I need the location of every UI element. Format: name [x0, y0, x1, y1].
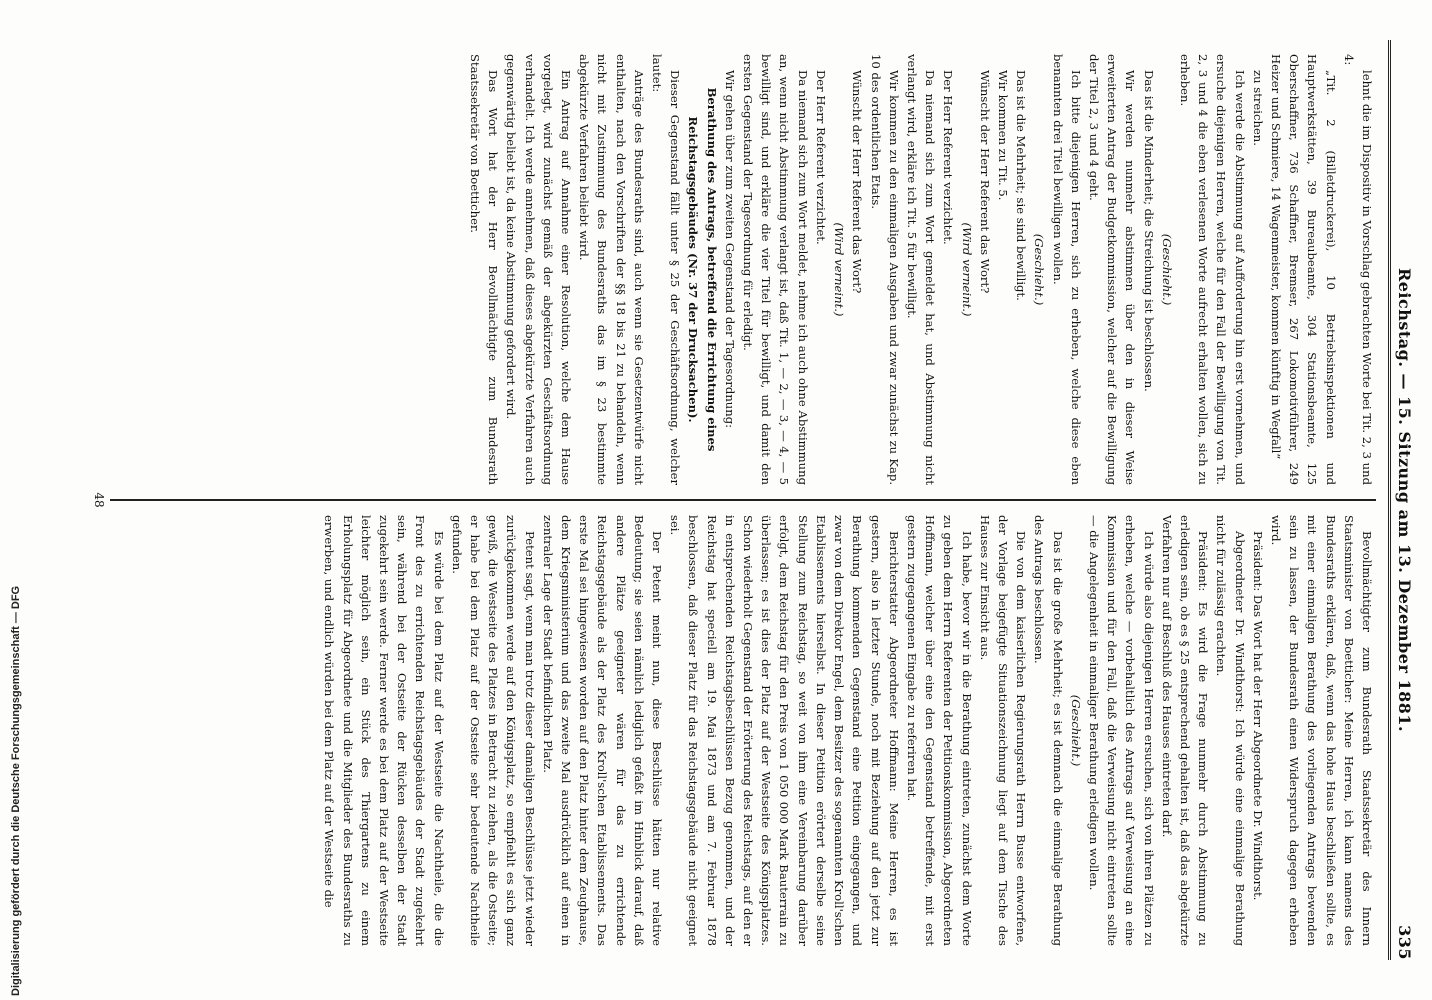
right-column [110, 499, 1376, 960]
paragraph: Das ist die große Mehrheit; es ist demnach die einmalige Berathung des Antrags beschlossen. [1032, 515, 1065, 946]
paragraph: Ich bitte diejenigen Herren, sich zu erheben, welche diese eben benannten drei Titel bewilligen wollen. [1050, 54, 1083, 485]
paragraph: Wir kommen zu den einmaligen Ausgaben und zwar zunächst zu Kap. 10 des ordentlichen Etats. [868, 54, 901, 485]
paragraph: Berichterstatter Abgeordneter Hoffmann: Meine Herren, es ist gestern, also in letzter Stunde, noch mit Beziehung auf den jetzt zur Berathung kommenden Gegenstand eine Petition eingegangen, und zwar von dem Direktor Engel, dem Besitzer des sogenannten Kroll'schen Etablissements hierselbst. In dieser Petition erörtert derselbe seine Stellung zum Reichstag, so weit von ihm eine Vereinbarung darüber erfolgt, dem Reichstag für den Preis von 1 050 000 Mark Bauterrain zu überlassen; es ist dies der Platz auf der Westseite des Königsplatzes. Schon wiederholt Gegenstand der Erörterung des Reichstags, auf den er in entsprechenden Reichstagsbeschlüssen Bezug genommen, und der Reichstag hat speciell am 19. Mai 1873 und am 7. Februar 1878 beschlossen, daß dieser Platz für das Reichstagsgebäude nicht geeignet sei. [668, 515, 901, 946]
running-title: Reichstag. — 15. Sitzung am 13. Dezember 1881. [1395, 267, 1414, 733]
page-number: 335 [1395, 925, 1414, 960]
paragraph: Anträge des Bundesraths sind, auch wenn sie Gesetzentwürfe nicht enthalten, nach den Vorschriften der §§ 18 bis 21 zu behandeln, wenn nicht mit Zustimmung des Bundesraths das im § 23 bestimmte abgekürzte Verfahren beliebt wird. [577, 54, 646, 485]
paragraph: Das Wort hat der Herr Bevollmächtigte zum Bundesrath Staatssekretär von Boetticher. [468, 54, 501, 485]
paragraph: (Wird verneint.) [832, 222, 847, 317]
paragraph: Da niemand sich zum Wort gemeldet hat, und Abstimmung nicht verlangt wird, erkläre ich Tit. 5 für bewilligt. [904, 54, 938, 485]
paragraph: Der Herr Referent verzichtet. [813, 70, 828, 245]
left-column [110, 40, 1376, 499]
paragraph: Wünscht der Herr Referent das Wort? [850, 70, 865, 294]
paragraph: (Geschieht.) [1032, 233, 1047, 306]
paragraph: Berathung des Antrags, betreffend die Errichtung eines Reichstagsgebäudes (Nr. 37 der Drucksachen). [686, 87, 719, 452]
paragraph: Dieser Gegenstand fällt unter § 25 der Geschäftsordnung, welcher lautet: [650, 54, 683, 485]
paragraph: Da niemand sich zum Wort meldet, nehme ich auch ohne Abstimmung an, wenn nicht Abstimmung verlangt ist, daß Tit. 1, — 2, — 3, — 4, — 5 bewilligt sind, und erkläre die vier Titel für bewilligt, und damit den ersten Gegenstand der Tagesordnung für erledigt. [741, 54, 810, 485]
paragraph: Das ist die Minderheit; die Streichung ist beschlossen. [1141, 70, 1156, 392]
paragraph: Bevollmächtigter zum Bundesrath Staatssekretär des Innern Staatsminister von Boetticher: Meine Herren, ich kann namens des Bundesraths erklären, daß, wenn das hohe Haus beschließen sollte, es mit einer einmaligen Berathung des vorliegenden Antrags bewenden sein zu lassen, der Bundesrath einen Widerspruch dagegen erheben wird. [1268, 515, 1374, 946]
paragraph: „Tit. 2 (Billetdruckerei), 10 Betriebsinspektionen und Hauptwerkstätten, 39 Bureaubeamte, 304 Stationsbeamte, 125 Oberschaffner, 736 Schaffner, Bremser, 267 Lokomotivführer, 249 Heizer und Schmiere, 14 Wagenmeister, kommen künftig in Wegfall“ [1268, 54, 1338, 485]
page-header [1388, 40, 1418, 960]
paragraph: Ich werde die Abstimmung auf Aufforderung hin erst vornehmen, und ersuche diejenigen Herren, welche für den Fall der Bewilligung von Tit. 2, 3 und 4 die eben verlesenen Worte aufrecht erhalten wollen, sich zu erheben. [1177, 54, 1247, 485]
dfg-stamp [2, 560, 28, 998]
dfg-stamp-text: Digitalisierung gefördert durch die Deutsche Forschungsgemeinschaft — DFG [10, 585, 22, 996]
page-signature: 48 [92, 492, 106, 508]
paragraph: Präsident: Das Wort hat der Herr Abgeordnete Dr. Windthorst. [1250, 531, 1265, 901]
paragraph: Wir gehen über zum zweiten Gegenstand der Tagesordnung: [722, 70, 737, 429]
paragraph: Abgeordneter Dr. Windthorst: Ich würde eine einmalige Berathung nicht für zulässig erachten. [1214, 515, 1247, 946]
paragraph: Der Herr Referent verzichtet. [941, 70, 956, 245]
paragraph: Wir werden nunmehr abstimmen über den in dieser Weise erweiterten Antrag der Budgetkommission, welcher auf die Bewilligung der Titel 2, 3 und 4 geht. [1086, 54, 1138, 485]
paragraph: Ich würde also diejenigen Herren ersuchen, sich von ihren Plätzen zu erheben, welche — vorbehaltlich des Antrags auf Verweisung an eine Kommission und für den Fall, daß die Verweisung nicht eintreten sollte — die Angelegenheit in einmaliger Berathung erledigen wollen. [1086, 515, 1156, 946]
paragraph: Ein Antrag auf Annahme einer Resolution, welche dem Hause vorgelegt, wird zunächst gemäß der abgekürzten Geschäftsordnung verhandelt. Ich werde annehmen, daß dieses abgekürzte Verfahren auch gegenwärtig beliebt ist, da keine Abstimmung gefordert wird. [504, 54, 574, 485]
paragraph: Petent sagt, wenn man trotz dieser damaligen Beschlüsse jetzt wieder zurückgekommen werde auf den Königsplatz, so empfiehlt es sich ganz gewiß, die Westseite des Platzes in Betracht zu ziehen, als die Ostseite; er habe bei dem Platz auf der Ostseite sehr bedeutende Nachtheile gefunden. [449, 515, 537, 946]
paragraph: Die von dem kaiserlichen Regierungsrath Herrn Busse entworfene, der Vorlage beigefügte Situationszeichnung liegt auf dem Tische des Hauses zur Einsicht aus. [977, 515, 1029, 946]
text-columns [110, 40, 1376, 960]
paragraph: Ich habe, bevor wir in die Berathung eintreten, zunächst dem Worte zu geben dem Herrn Referenten der Petitionskommission, Abgeordneten Hoffmann, welcher über eine den Gegenstand betreffende, mit erst gestern zugegangenen Eingabe zu referiren hat. [904, 515, 974, 946]
paragraph: Der Petent meint nun, diese Beschlüsse hätten nur relative Bedeutung; sie seien nämlich lediglich gefaßt im Hinblick darauf, daß andere Plätze geeigneter wären für das zu errichtende Reichstagsgebäude als der Platz des Kroll'schen Etablissements. Das erste Mal sei hingewiesen worden auf den Platz hinter dem Zeughause, dem Kriegsministerium und das zweite Mal ausdrücklich auf einen in zentraler Lage der Stadt befindlichen Platz. [540, 515, 665, 946]
paragraph: Es würde bei dem Platz auf der Westseite die Nachtheile, die die Front des zu errichtenden Reichstagsgebäudes der Stadt zugekehrt sein, während bei der Ostseite der Rücken desselben der Stadt zugekehrt sein werde. Ferner werde es bei dem Platz auf der Westseite leichter möglich sein, ein Stück des Thiergartens zu einem Erholungsplatz für Abgeordnete und die Mitglieder des Bundesraths zu erwerben, und endlich würden bei dem Platz auf der Westseite die [322, 515, 446, 946]
paragraph: Wir kommen zu Tit. 5. [995, 70, 1010, 201]
paragraph: (Geschieht.) [1068, 694, 1083, 767]
paragraph: Präsident: Es wird die Frage nunmehr durch Abstimmung zu erledigen sein, ob es § 25 entsprechend gehalten ist, daß das abgekürzte Verfahren nur auf Beschluß des Hauses eintreten darf. [1159, 515, 1211, 946]
paragraph: lehnt die im Dispositiv in Vorschlag gebrachten Worte bei Tit. 2, 3 und 4: [1341, 54, 1374, 485]
paragraph: (Wird verneint.) [959, 222, 974, 317]
paragraph: zu streichen. [1250, 70, 1265, 146]
paragraph: Das ist die Mehrheit; sie sind bewilligt. [1014, 70, 1029, 301]
paragraph: (Geschieht.) [1159, 233, 1174, 306]
paragraph: Wünscht der Herr Referent das Wort? [977, 70, 992, 294]
